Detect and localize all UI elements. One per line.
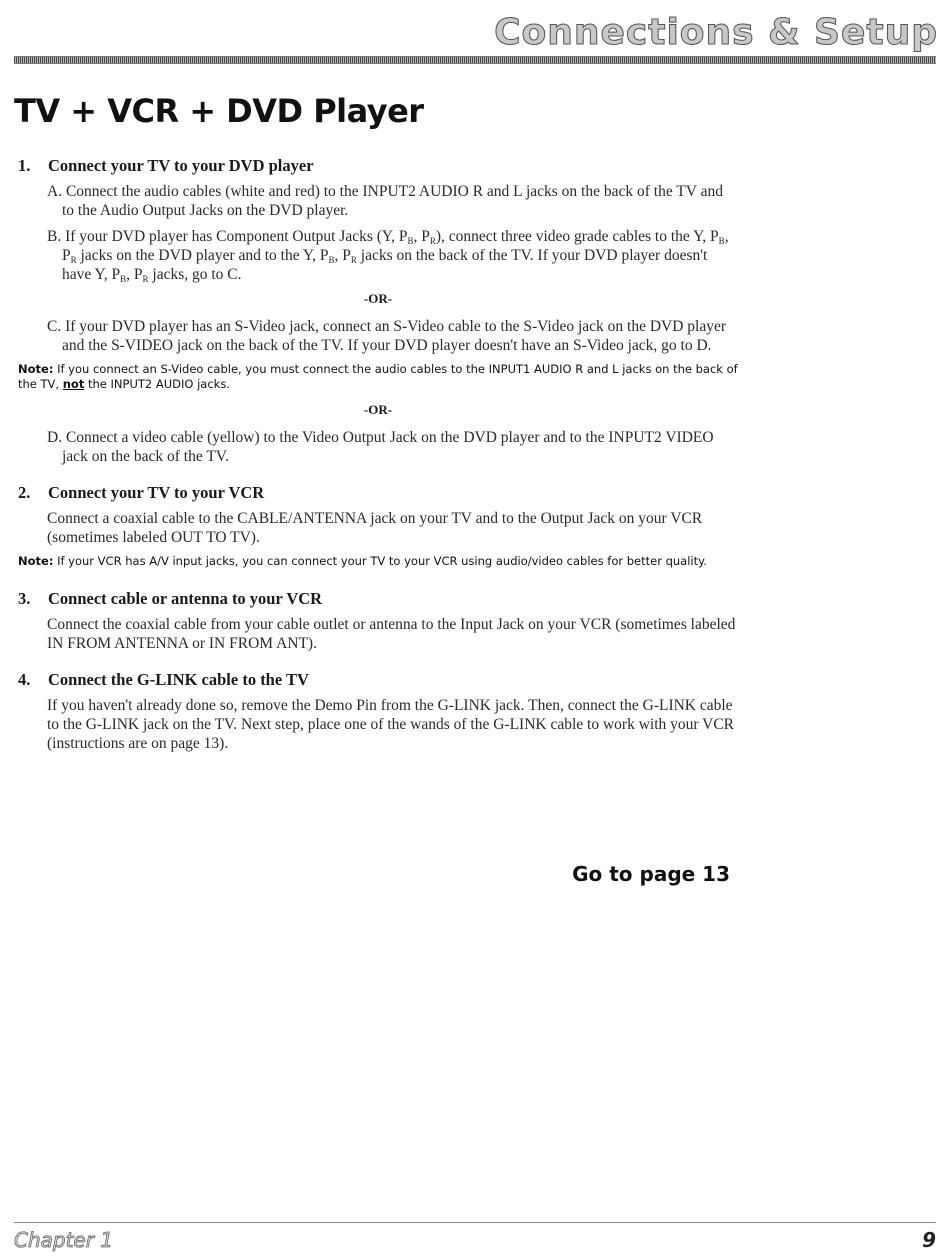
step-4-heading [18, 670, 738, 690]
step-title: Connect cable or antenna to your VCR [48, 589, 323, 608]
step-1-c: C. If your DVD player has an S-Video jack, connect an S-Video cable to the S-Video jack on the DVD player and the S-VIDEO jack on the back of the TV. If your DVD player doesn't have an S-Video jack, go to D. [47, 318, 727, 354]
step-3-text: Connect the coaxial cable from your cable outlet or antenna to the Input Jack on your VCR (sometimes labeled IN FROM ANTENNA or IN FROM ANT). [47, 616, 736, 652]
instructions [18, 156, 738, 760]
note-av-input: Note: If your VCR has A/V input jacks, you can connect your TV to your VCR using audio/video cables for better quality. [18, 554, 707, 568]
step-1-a: A. Connect the audio cables (white and red) to the INPUT2 AUDIO R and L jacks on the back of the TV and to the Audio Output Jacks on the DVD player. [47, 183, 723, 219]
step-title: Connect your TV to your VCR [48, 483, 265, 502]
footer-page-number: 9 [922, 1228, 936, 1252]
section-header-title: Connections & Setup [494, 12, 938, 53]
or-divider: -OR- [363, 291, 393, 306]
step-number: 3. [18, 589, 31, 608]
note-svideo: Note: If you connect an S-Video cable, you must connect the audio cables to the INPUT1 AUDIO R and L jacks on the back of the TV, not the INPUT2 AUDIO jacks. [18, 362, 738, 391]
step-2-heading [18, 483, 738, 503]
step-title: Connect the G-LINK cable to the TV [48, 670, 309, 689]
step-1-b: B. If your DVD player has Component Output Jacks (Y, $P_B$, $P_R$), connect three video grade cables to the Y, $P_B$, $P_R$ jacks on the DVD player and to the Y, $P_B$, $P_R$ jacks on the back of the TV. If your DVD player doesn't have Y, $P_B$, $P_R$ jacks, go to C. [47, 228, 729, 284]
step-number: 4. [18, 670, 31, 689]
header-rule [14, 56, 936, 64]
step-3-heading [18, 589, 738, 609]
or-divider: -OR- [363, 402, 393, 417]
step-number: 2. [18, 483, 31, 502]
step-number: 1. [18, 156, 31, 175]
go-to-page-link: Go to page 13 [572, 862, 730, 886]
step-1-d: D. Connect a video cable (yellow) to the Video Output Jack on the DVD player and to the INPUT2 VIDEO jack on the back of the TV. [47, 429, 714, 465]
page-title: TV + VCR + DVD Player [14, 92, 424, 130]
step-2-text: Connect a coaxial cable to the CABLE/ANTENNA jack on your TV and to the Output Jack on your VCR (sometimes labeled OUT TO TV). [47, 510, 703, 546]
footer-rule [14, 1222, 936, 1223]
step-1-heading [18, 156, 738, 176]
footer-chapter: Chapter 1 [14, 1228, 114, 1252]
step-title: Connect your TV to your DVD player [48, 156, 314, 175]
step-4-text: If you haven't already done so, remove the Demo Pin from the G-LINK jack. Then, connect the G-LINK cable to the G-LINK jack on the TV. Next step, place one of the wands of the G-LINK cable to work with your VCR (instructions are on page 13). [47, 697, 735, 752]
